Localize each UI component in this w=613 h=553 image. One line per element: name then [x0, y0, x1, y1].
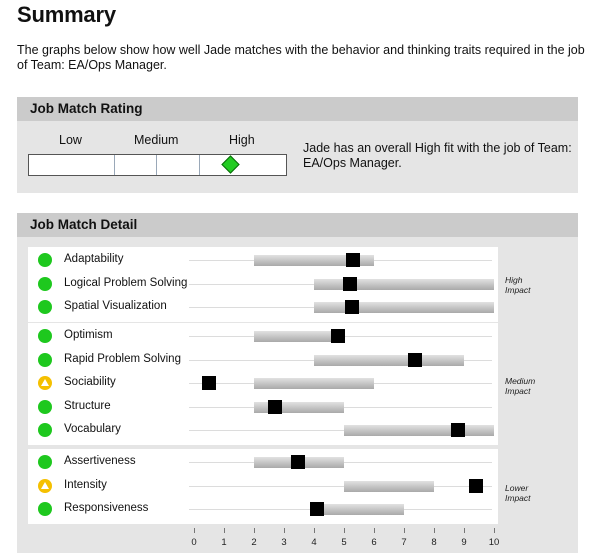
axis-tick-label: 9 [461, 537, 467, 548]
impact-label-line: Impact [505, 285, 531, 295]
impact-label [505, 483, 531, 503]
trait-group [28, 247, 498, 322]
impact-label-line: High [505, 275, 523, 285]
trait-row [28, 273, 498, 296]
impact-label-line: Impact [505, 386, 531, 396]
status-match-icon [38, 253, 52, 267]
job-match-rating-heading: Job Match Rating [17, 97, 578, 121]
axis-tick-label: 5 [341, 537, 347, 548]
status-warning-icon [38, 479, 52, 493]
trait-target-range [314, 302, 494, 313]
trait-row [28, 249, 498, 272]
trait-score-marker [345, 300, 359, 314]
status-match-icon [38, 300, 52, 314]
trait-target-range [344, 481, 434, 492]
trait-name: Assertiveness [64, 455, 136, 467]
impact-label-line: Medium [505, 376, 536, 386]
page-title: Summary [17, 2, 116, 27]
trait-name: Adaptability [64, 253, 124, 265]
axis-tick [284, 528, 285, 533]
trait-name: Spatial Visualization [64, 300, 167, 312]
axis-tick [314, 528, 315, 533]
axis-tick-label: 6 [371, 537, 377, 548]
axis-tick-label: 0 [191, 537, 197, 548]
trait-target-range [344, 425, 494, 436]
axis-tick-label: 4 [311, 537, 317, 548]
trait-name: Optimism [64, 329, 113, 341]
impact-label [505, 376, 535, 396]
trait-row [28, 419, 498, 442]
trait-score-marker [408, 353, 422, 367]
scale-label-low: Low [59, 133, 82, 147]
impact-label-line: Impact [505, 493, 531, 503]
trait-guide-line [189, 486, 492, 487]
trait-target-range [314, 355, 464, 366]
axis-tick [194, 528, 195, 533]
trait-name: Logical Problem Solving [64, 276, 188, 289]
trait-score-marker [310, 502, 324, 516]
rating-scale-divider [199, 155, 200, 175]
trait-name: Sociability [64, 376, 116, 388]
trait-score-marker [451, 423, 465, 437]
job-match-rating-panel [17, 97, 578, 193]
axis-tick [404, 528, 405, 533]
trait-name: Responsiveness [64, 502, 149, 514]
trait-score-marker [268, 400, 282, 414]
trait-score-marker [469, 479, 483, 493]
rating-scale-divider [156, 155, 157, 175]
trait-target-range [254, 378, 374, 389]
trait-row [28, 349, 498, 372]
axis-tick-label: 3 [281, 537, 287, 548]
status-match-icon [38, 353, 52, 367]
trait-name: Structure [64, 399, 111, 412]
trait-target-range [314, 279, 494, 290]
trait-target-range [314, 504, 404, 515]
status-match-icon [38, 502, 52, 516]
axis-tick [344, 528, 345, 533]
trait-row [28, 296, 498, 319]
trait-row [28, 451, 498, 474]
axis-tick-label: 2 [251, 537, 257, 548]
status-warning-icon [38, 376, 52, 390]
scale-label-medium: Medium [134, 133, 179, 147]
trait-name: Vocabulary [64, 423, 121, 435]
score-axis [17, 526, 578, 553]
trait-group [28, 449, 498, 524]
axis-tick [434, 528, 435, 533]
trait-score-marker [343, 277, 357, 291]
trait-name: Intensity [64, 478, 107, 491]
trait-score-marker [291, 455, 305, 469]
trait-row [28, 475, 498, 498]
axis-tick [254, 528, 255, 533]
trait-row [28, 372, 498, 395]
status-match-icon [38, 277, 52, 291]
trait-score-marker [202, 376, 216, 390]
rating-description: Jade has an overall High fit with the job of Team: EA/Ops Manager. [303, 141, 572, 170]
trait-row [28, 396, 498, 419]
job-match-detail-heading: Job Match Detail [17, 213, 578, 237]
scale-label-high: High [229, 133, 255, 147]
axis-tick-label: 8 [431, 537, 437, 548]
status-match-icon [38, 423, 52, 437]
axis-tick [464, 528, 465, 533]
trait-name: Rapid Problem Solving [64, 352, 181, 365]
trait-score-marker [346, 253, 360, 267]
status-match-icon [38, 400, 52, 414]
axis-tick-label: 1 [221, 537, 227, 548]
status-match-icon [38, 455, 52, 469]
trait-group [28, 323, 498, 445]
trait-score-marker [331, 329, 345, 343]
trait-row [28, 498, 498, 521]
axis-tick [494, 528, 495, 533]
impact-label [505, 275, 531, 295]
summary-intro: The graphs below show how well Jade matches with the behavior and thinking traits required in the job of Team: EA/Ops Manager. [17, 43, 585, 72]
trait-row [28, 325, 498, 348]
impact-label-line: Lower [505, 483, 529, 493]
rating-scale-divider [114, 155, 115, 175]
axis-tick [224, 528, 225, 533]
axis-tick [374, 528, 375, 533]
job-match-detail-panel [17, 213, 578, 553]
axis-tick-label: 10 [488, 537, 500, 548]
axis-tick-label: 7 [401, 537, 407, 548]
status-match-icon [38, 329, 52, 343]
rating-scale [28, 154, 287, 176]
